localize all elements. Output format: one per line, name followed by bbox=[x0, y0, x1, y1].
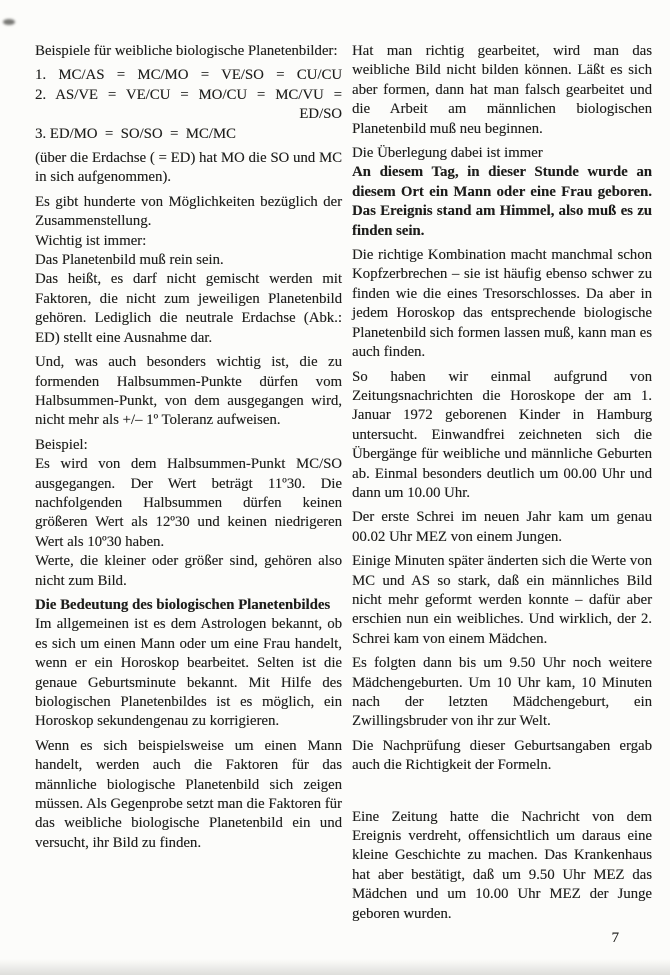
paragraph-kombination: Die richtige Kombination macht manchmal schon Kopfzerbrechen – sie ist häufig ebenso schwer zu finden wie die eines Tresorschlosses. Da aber in jedem Horoskop das entsprechende biologische Planetenbild sich formen lassen muß, kann man es auch finden. bbox=[352, 247, 652, 361]
paragraph-gegenprobe: Wenn es sich beispielsweise um einen Mann handelt, werden auch die Faktoren für das männliche biologische Planetenbild sich zeigen müssen. Als Gegenprobe setzt man die Faktoren für das weibliche biologische Planetenbild ein und versucht, ihr Bild zu finden. bbox=[35, 737, 342, 851]
paragraph-toleranz: Und, was auch besonders wichtig ist, die zu formenden Halbsummen-Punkte dürfen vom Halbsummen-Punkt, von dem ausgegangen wird, nicht mehr als +/– 1º Toleranz aufweisen. bbox=[35, 354, 342, 429]
scan-artifact-speck bbox=[3, 19, 15, 25]
formula-line-1: 1. MC/AS = MC/MO = VE/SO = CU/CU bbox=[35, 67, 342, 84]
paragraph-hat-man: Hat man richtig gearbeitet, wird man das weibliche Bild nicht bilden können. Läßt es sich aber formen, dann hat man falsch gearbeitet und die Arbeit am männlichen biologischen Planetenbild muß neu beginnen. bbox=[352, 43, 652, 137]
page-number: 7 bbox=[611, 930, 619, 947]
paragraph-das-heisst: Das heißt, es darf nicht gemischt werden mit Faktoren, die nicht zum jeweiligen Planetenbild gehören. Lediglich die neutrale Erdachse (Abk.: ED) stellt eine Ausnahme dar. bbox=[35, 271, 342, 346]
formula-list bbox=[35, 66, 342, 144]
line-wichtig: Wichtig ist immer: bbox=[35, 232, 147, 249]
scan-artifact-bottom-edge bbox=[0, 959, 670, 975]
paragraph-werte-ausserhalb: Werte, die kleiner oder größer sind, gehören also nicht zum Bild. bbox=[35, 553, 342, 589]
left-column bbox=[35, 42, 342, 948]
paragraph-zeitung: Eine Zeitung hatte die Nachricht von dem Ereignis verdreht, offensichtlich um daraus eine kleine Geschichte zu machen. Das Krankenhaus hat aber bestätigt, daß um 9.50 Uhr MEZ das Mädchen und um 10.00 Uhr MEZ der Junge geboren wurden. bbox=[352, 808, 652, 922]
erdachse-note: (über die Erdachse ( = ED) hat MO die SO und MC in sich aufgenommen). bbox=[35, 150, 342, 186]
paragraph-moeglichkeiten: Es gibt hunderte von Möglichkeiten bezüglich der Zusammenstellung. bbox=[35, 193, 342, 230]
right-column bbox=[352, 42, 652, 948]
paragraph-nachpruefung: Die Nachprüfung dieser Geburtsangaben ergab auch die Richtigkeit der Formeln. bbox=[352, 737, 652, 774]
paragraph-erster-schrei: Der erste Schrei im neuen Jahr kam um genau 00.02 Uhr MEZ von einem Jungen. bbox=[352, 509, 652, 545]
formula-line-2: 2. AS/VE = VE/CU = MO/CU = MC/VU = bbox=[35, 86, 342, 103]
intro-paragraph: Beispiele für weibliche biologische Planetenbilder: bbox=[35, 43, 338, 59]
formula-line-2-continuation: ED/SO bbox=[299, 106, 342, 123]
paragraph-leitsatz-bold: An diesem Tag, in dieser Stunde wurde an diesem Ort ein Mann oder eine Frau geboren. Das Ereignis stand am Himmel, also muß es zu finden sein. bbox=[352, 164, 652, 239]
section-heading-bedeutung: Die Bedeutung des biologischen Planetenbildes bbox=[35, 596, 331, 613]
formula-line-3: 3. ED/MO = SO/SO = MC/MC bbox=[35, 125, 236, 142]
paragraph-werteaenderung: Einige Minuten später änderten sich die Werte von MC und AS so stark, daß ein männliches Bild nicht mehr geformt werden konnte – dafür aber erschien nun ein weibliches. Und wirklich, der 2. Schrei kam von einem Mädchen. bbox=[352, 553, 652, 647]
line-beispiel: Beispiel: bbox=[35, 436, 88, 453]
paragraph-maedchengeburten: Es folgten dann bis um 9.50 Uhr noch weitere Mädchengeburten. Um 10 Uhr kam, 10 Minuten nach der letzten Mädchengeburt, ein Zwillingsbruder von ihr zur Welt. bbox=[352, 655, 652, 730]
line-ueberlegung: Die Überlegung dabei ist immer bbox=[352, 145, 543, 162]
line-planetenbild-rein: Das Planetenbild muß rein sein. bbox=[35, 252, 224, 269]
paragraph-hamburg-untersuchung: So haben wir einmal aufgrund von Zeitungsnachrichten die Horoskope der am 1. Januar 1972 geborenen Kinder in Hamburg untersucht. Einwandfrei zeichneten sich die Übergänge für weibliche und männliche Geburten ab. Einmal besonders deutlich um 00.00 Uhr und dann um 10.00 Uhr. bbox=[352, 368, 652, 501]
paragraph-beispiel-werte: Es wird von dem Halbsummen-Punkt MC/SO ausgegangen. Der Wert beträgt 11º30. Die nachfolgenden Halbsummen dürfen keinen größeren Wert als 12º30 und keinen niedrigeren Wert als 10º30 haben. bbox=[35, 456, 342, 550]
paragraph-im-allgemeinen: Im allgemeinen ist es dem Astrologen bekannt, ob es sich um einen Mann oder um eine Frau handelt, wenn er ein Horoskop bearbeitet. Selten ist die genaue Geburtsminute bekannt. Mit Hilfe des biologischen Planetenbildes ist es möglich, ein Horoskop sekundengenau zu korrigieren. bbox=[35, 616, 342, 730]
